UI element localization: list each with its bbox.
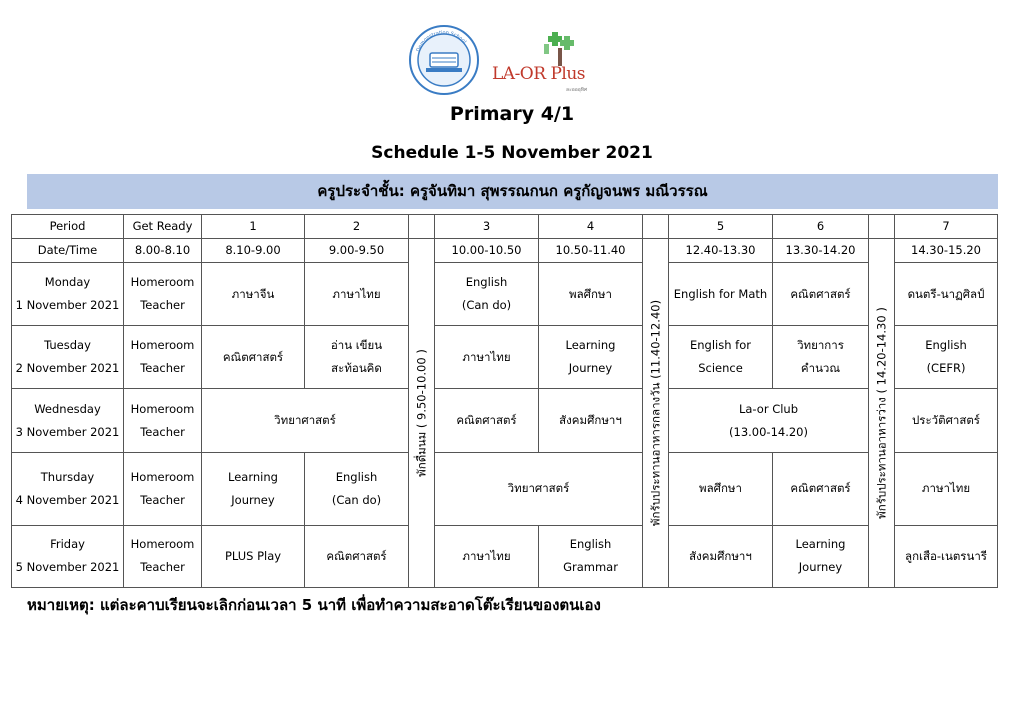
subject-cell: สังคมศึกษาฯ	[669, 525, 773, 587]
club-cell	[669, 389, 869, 452]
subject-cell	[435, 263, 539, 326]
get-ready-cell	[124, 389, 202, 452]
day-row-wednesday	[12, 389, 998, 452]
time-p6: 13.30-14.20	[773, 239, 869, 263]
subject-cell	[305, 326, 409, 389]
cell-text: Grammar	[563, 560, 618, 575]
get-ready-cell	[124, 452, 202, 525]
header-p1: 1	[202, 215, 305, 239]
subject-cell: ภาษาไทย	[305, 263, 409, 326]
subject-cell: ลูกเสือ-เนตรนารี	[895, 525, 998, 587]
cell-text: Homeroom	[130, 401, 195, 416]
cell-text: Teacher	[140, 424, 185, 439]
cell-text: English	[569, 537, 612, 552]
header-p6: 6	[773, 215, 869, 239]
subject-cell: คณิตศาสตร์	[773, 452, 869, 525]
time-row	[12, 239, 998, 263]
day-row-thursday	[12, 452, 998, 525]
header-p4: 4	[539, 215, 643, 239]
homeroom-teachers-bar: ครูประจำชั้น: ครูจันทิมา สุพรรณกนก ครูกัญจนพร มณีวรรณ	[27, 174, 998, 209]
laor-logo-subtext: ละอออุทิศ	[566, 87, 588, 93]
subject-cell: สังคมศึกษาฯ	[539, 389, 643, 452]
schedule-table	[11, 214, 998, 588]
snack-break-cell	[869, 239, 895, 588]
header-p3: 3	[435, 215, 539, 239]
footer-note: หมายเหตุ: แต่ละคาบเรียนจะเลิกก่อนเวลา 5 นาที เพื่อทำความสะอาดโต๊ะเรียนของตนเอง	[27, 596, 601, 614]
break-header-cell	[643, 215, 669, 239]
day-row-friday	[12, 525, 998, 587]
break-header-cell	[869, 215, 895, 239]
cell-text: 5 November 2021	[15, 560, 120, 575]
laor-logo-text: LA-OR Plus	[492, 64, 585, 84]
cell-text: English	[335, 469, 378, 484]
tree-icon	[540, 30, 580, 66]
get-ready-cell	[124, 326, 202, 389]
cell-text: Learning	[228, 469, 278, 484]
cell-text: Thursday	[40, 469, 95, 484]
subject-cell: คณิตศาสตร์	[773, 263, 869, 326]
day-cell	[12, 452, 124, 525]
day-cell	[12, 263, 124, 326]
cell-text: (Can do)	[461, 298, 512, 313]
break-header-cell	[409, 215, 435, 239]
period-header-row	[12, 215, 998, 239]
get-ready-cell	[124, 525, 202, 587]
cell-text: Science	[698, 361, 743, 376]
cell-text: English	[925, 338, 967, 353]
time-p1: 8.10-9.00	[202, 239, 305, 263]
time-get-ready: 8.00-8.10	[124, 239, 202, 263]
cell-text: Learning	[565, 338, 616, 353]
cell-text: 4 November 2021	[15, 492, 120, 507]
day-cell	[12, 389, 124, 452]
cell-text: (13.00-14.20)	[729, 424, 808, 439]
svg-text:Demonstration School: Demonstration School	[415, 29, 468, 53]
time-p2: 9.00-9.50	[305, 239, 409, 263]
subject-cell: คณิตศาสตร์	[202, 326, 305, 389]
subject-cell: ภาษาไทย	[895, 452, 998, 525]
cell-text: Friday	[50, 537, 85, 552]
header-period: Period	[12, 215, 124, 239]
subject-cell: English for Math	[669, 263, 773, 326]
cell-text: 3 November 2021	[15, 424, 120, 439]
subject-cell: ดนตรี-นาฏศิลป์	[895, 263, 998, 326]
cell-text: Homeroom	[130, 338, 195, 353]
laor-plus-logo	[488, 30, 618, 100]
snack-break-label: พักรับประทานอาหารว่าง ( 14.20-14.30 )	[874, 307, 888, 519]
subject-cell	[773, 525, 869, 587]
subject-cell	[305, 452, 409, 525]
header-p5: 5	[669, 215, 773, 239]
logo-area	[0, 20, 1024, 100]
cell-text: Journey	[231, 492, 275, 507]
cell-text: คำนวณ	[800, 361, 841, 376]
milk-break-cell	[409, 239, 435, 588]
cell-text: อ่าน เขียน	[330, 338, 383, 353]
subject-cell	[773, 326, 869, 389]
subject-cell	[202, 452, 305, 525]
cell-text: Homeroom	[130, 275, 195, 290]
subject-cell: PLUS Play	[202, 525, 305, 587]
cell-text: Teacher	[140, 361, 185, 376]
subject-cell: คณิตศาสตร์	[305, 525, 409, 587]
lunch-break-cell	[643, 239, 669, 588]
time-p4: 10.50-11.40	[539, 239, 643, 263]
cell-text: สะท้อนคิด	[331, 361, 382, 376]
cell-text: (CEFR)	[926, 361, 966, 376]
day-row-monday	[12, 263, 998, 326]
subject-cell: วิทยาศาสตร์	[202, 389, 409, 452]
cell-text: Homeroom	[130, 537, 195, 552]
cell-text: Teacher	[140, 492, 185, 507]
subject-cell: ภาษาไทย	[435, 326, 539, 389]
lunch-break-label: พักรับประทานอาหารกลางวัน (11.40-12.40)	[648, 299, 662, 527]
get-ready-cell	[124, 263, 202, 326]
subject-cell: พลศึกษา	[539, 263, 643, 326]
header-p7: 7	[895, 215, 998, 239]
cell-text: English for	[690, 338, 751, 353]
subject-cell: วิทยาศาสตร์	[435, 452, 643, 525]
cell-text: วิทยาการ	[797, 338, 844, 353]
cell-text: La-or Club	[738, 401, 799, 416]
cell-text: English	[465, 275, 508, 290]
cell-text: 2 November 2021	[15, 361, 120, 376]
cell-text: Teacher	[140, 298, 185, 313]
header-p2: 2	[305, 215, 409, 239]
subject-cell: คณิตศาสตร์	[435, 389, 539, 452]
header-get-ready: Get Ready	[124, 215, 202, 239]
time-label: Date/Time	[12, 239, 124, 263]
day-cell	[12, 326, 124, 389]
cell-text: Homeroom	[130, 469, 195, 484]
cell-text: (Can do)	[331, 492, 382, 507]
day-cell	[12, 525, 124, 587]
subject-cell: ประวัติศาสตร์	[895, 389, 998, 452]
schedule-title: Schedule 1-5 November 2021	[371, 143, 653, 163]
subject-cell: ภาษาไทย	[435, 525, 539, 587]
subject-cell	[539, 326, 643, 389]
subject-cell	[895, 326, 998, 389]
cell-text: Journey	[568, 361, 613, 376]
subject-cell	[669, 326, 773, 389]
cell-text: Tuesday	[44, 338, 91, 353]
cell-text: 1 November 2021	[15, 298, 120, 313]
cell-text: Monday	[44, 275, 91, 290]
cell-text: Learning	[795, 537, 846, 552]
subject-cell	[539, 525, 643, 587]
time-p3: 10.00-10.50	[435, 239, 539, 263]
subject-cell: พลศึกษา	[669, 452, 773, 525]
milk-break-label: พักดื่มนม ( 9.50-10.00 )	[414, 349, 428, 477]
cell-text: Wednesday	[34, 401, 101, 416]
school-seal-logo	[408, 24, 480, 96]
class-title: Primary 4/1	[449, 103, 575, 125]
day-row-tuesday	[12, 326, 998, 389]
subject-cell: ภาษาจีน	[202, 263, 305, 326]
time-p5: 12.40-13.30	[669, 239, 773, 263]
cell-text: Journey	[798, 560, 843, 575]
cell-text: Teacher	[140, 560, 185, 575]
time-p7: 14.30-15.20	[895, 239, 998, 263]
